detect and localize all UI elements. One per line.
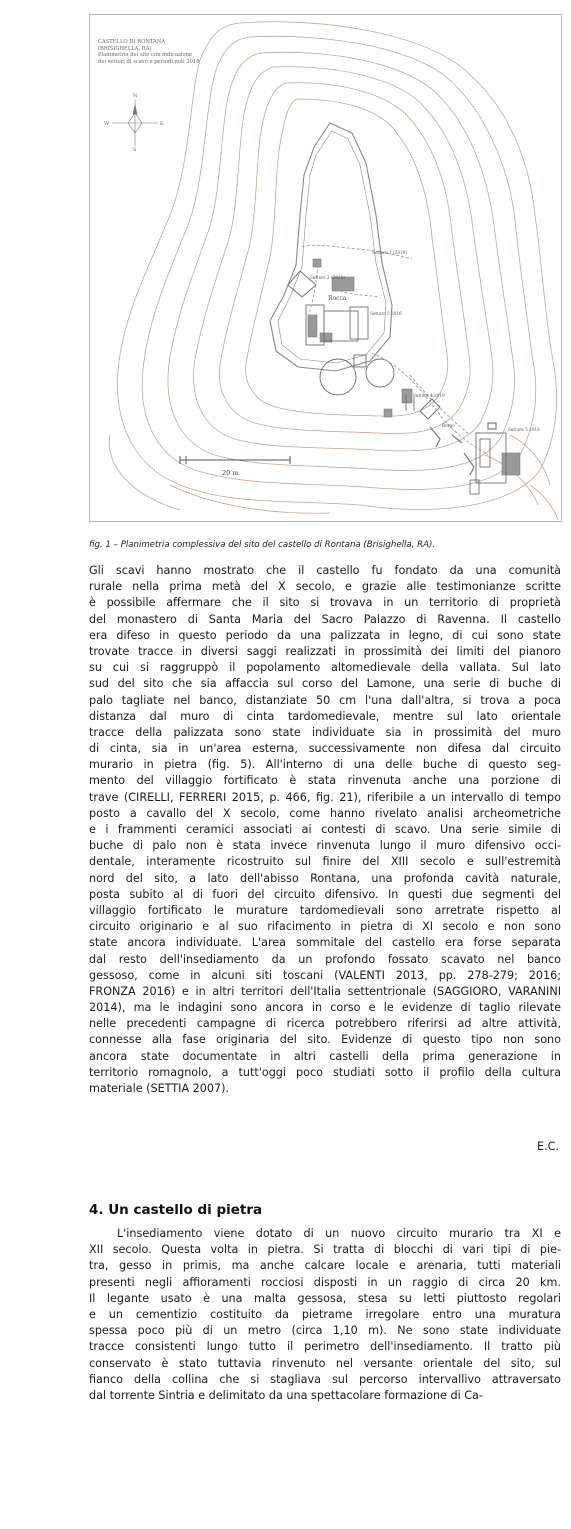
author-signature: E.C.	[537, 1140, 559, 1153]
text-line: presenti negli affioramenti rocciosi disposti in un raggio di circa 20 km.	[89, 1275, 561, 1289]
text-line: L'insediamento viene dotato di un nuovo circuito murario tra XI e	[117, 1227, 561, 1240]
figure-caption: fig. 1 – Planimetria complessiva del sito del castello di Rontana (Brisighella, RA).	[89, 540, 436, 550]
text-line: materiale (SETTIA 2007).	[89, 1082, 230, 1095]
text-line: del monastero di Santa Maria del Sacro Palazzo di Ravenna. Il castello	[89, 612, 561, 626]
text-line: sud del sito che sia affaccia sul corso del Lamone, una serie di buche di	[89, 677, 561, 691]
text-line: nelle precedenti campagne di ricerca potrebbero riferirsi ad altre attività,	[89, 1017, 561, 1031]
text-line: buche di palo non è stata invece rinvenuta lungo il muro difensivo occi-	[89, 839, 561, 853]
text-line: XII secolo. Questa volta in pietra. Si tratta di blocchi di vari tipi di pie-	[89, 1243, 561, 1257]
text-line: palo tagliate nel banco, distanziate 50 cm l'una dall'altra, si trova a poca	[89, 693, 561, 707]
text-line: e un cementizio costituito da pietrame irregolare entro una muratura	[89, 1307, 561, 1321]
scale-bar	[180, 456, 290, 464]
text-line: tra, gesso in primis, ma anche calcare locale e arenaria, tutti materiali	[89, 1259, 561, 1273]
text-line: è possibile affermare che il sito si trovava in un territorio di proprietà	[89, 596, 561, 610]
plan-label-settore-sw: Settore 4 2019	[413, 393, 445, 398]
text-line: territorio romagnolo, a tutt'oggi poco studiati sotto il profilo della cultura	[89, 1065, 561, 1079]
buildings	[308, 259, 520, 475]
plan-label-settore-nord: Settore 1 (2019)	[372, 250, 407, 255]
text-line: mento del villaggio fortificato è stata rinvenuta anche una porzione di	[89, 774, 561, 788]
text-line: tracce della palizzata sono state individuate sia in prossimità del muro	[89, 725, 561, 739]
text-line: trovate tracce in diversi saggi realizzati in prossimità dei limiti del pianoro	[89, 644, 561, 658]
compass-s-label: S	[133, 147, 137, 153]
plan-label-rocca: Rocca	[328, 295, 347, 302]
plan-label-settore-est: Settore 3 2016	[370, 311, 402, 316]
text-line: dentale, interamente ricostruito sul finire del XIII secolo e sull'estremità	[89, 855, 561, 869]
text-line: dal torrente Sintria e delimitato da una spettacolare formazione di Ca-	[89, 1388, 483, 1402]
text-line: gessoso, come in alcuni siti toscani (VALENTI 2013, pp. 278-279; 2016;	[89, 968, 561, 982]
body-paragraph-1	[89, 563, 561, 1097]
site-plan-figure	[89, 14, 562, 522]
plan-label-settore-far: Settore 5 2018	[508, 427, 540, 432]
text-line: spessa poco più di un metro (circa 1,10 m). Ne sono state individuate	[89, 1324, 561, 1338]
compass-rose	[112, 100, 158, 146]
plan-label-borgo: Borgo	[442, 423, 455, 428]
compass-w-label: W	[104, 121, 110, 127]
scale-label: 20 m	[222, 469, 239, 477]
compass-n-label: N	[133, 93, 138, 99]
text-line: 2014), ma le indagini sono ancora in corso e le evidenze di taglio rilevate	[89, 1001, 561, 1015]
text-line: posto a cavallo del X secolo, come hanno rivelato analisi archeometriche	[89, 806, 561, 820]
text-line: e i frammenti ceramici associati ai contesti di scavo. Una serie simile di	[89, 823, 561, 836]
text-line: state ancora individuate. L'area sommitale del castello era forse separata	[89, 936, 561, 950]
text-line: di cinta, sia in un'area esterna, successivamente non difesa dal circuito	[89, 742, 561, 756]
text-line: Gli scavi hanno mostrato che il castello fu fondato da una comunità	[89, 564, 561, 577]
text-line: dal resto dell'insediamento da un profondo fossato scavato nel banco	[89, 952, 561, 966]
section-heading: 4. Un castello di pietra	[89, 1202, 263, 1218]
plan-label-settore-sud: Settore 2 (2016)	[310, 275, 345, 280]
text-line: posta subito al di fuori del circuito difensivo. In questi due segmenti del	[89, 887, 561, 901]
body-paragraph-2	[89, 1226, 561, 1404]
text-line: Il legante usato è una malta gessosa, stesa su letti piuttosto regolari	[89, 1291, 561, 1305]
text-line: conservato è stato tuttavia rinvenuto nel versante orientale del sito, sul	[89, 1356, 561, 1370]
text-line: trave (CIRELLI, FERRERI 2015, p. 466, fig. 21), riferibile a un intervallo di tempo	[89, 790, 561, 804]
plan-legend-title: CASTELLO DI RONTANA (BRISIGHELLA, RA) Planimetria del sito con indicazione dei settori di scavo e periodi noti 2018	[98, 39, 200, 65]
contour-lines	[109, 22, 558, 520]
text-line: tracce consistenti lungo tutto il perimetro dell'insediamento. Il tratto più	[89, 1340, 561, 1354]
text-line: murario in pietra (fig. 5). All'interno di una delle buche di questo seg-	[89, 758, 561, 772]
site-plan-drawing	[90, 15, 561, 521]
text-line: rurale nella prima metà del X secolo, e grazie alle testimonianze scritte	[89, 580, 561, 594]
text-line: era difeso in questo periodo da una palizzata in legno, di cui sono state	[89, 628, 561, 642]
text-line: ancora state documentate in altri castelli della prima generazione in	[89, 1049, 561, 1063]
text-line: nord del sito, a lato dell'abisso Rontana, una profonda cavità naturale,	[89, 871, 561, 885]
text-line: distanza dal muro di cinta tardomedievale, mentre sul lato orientale	[89, 709, 561, 723]
text-line: FRONZA 2016) e in altri territori dell'Italia settentrionale (SAGGIORO, VARANINI	[89, 984, 561, 998]
text-line: connesse alla fase originaria del sito. Evidenze di questo tipo non sono	[89, 1033, 561, 1047]
text-line: su cui si raggruppò il popolamento altomedievale della vallata. Sul lato	[89, 661, 561, 675]
text-line: circuito originario e al suo rifacimento in pietra di XI secolo e non sono	[89, 920, 561, 934]
compass-e-label: E	[160, 121, 164, 127]
text-line: villaggio fortificato le murature tardomedievali sono arretrate rispetto al	[89, 903, 561, 917]
rocca-outline	[288, 271, 506, 494]
text-line: fianco della collina che si stagliava sul percorso intervallivo attraversato	[89, 1372, 561, 1386]
